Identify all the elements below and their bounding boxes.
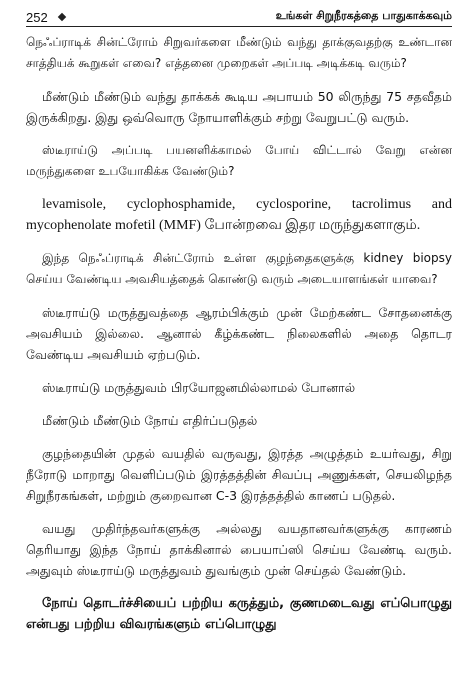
diamond-icon xyxy=(58,13,66,21)
running-title: உங்கள் சிறுநீரகத்தை பாதுகாக்கவும் xyxy=(275,8,452,22)
page-number-group xyxy=(26,7,65,26)
list-item: மீண்டும் மீண்டும் நோய் எதிர்ப்படுதல் xyxy=(42,413,258,428)
answer-paragraph: levamisole, cyclophosphamide, cyclosporine, tacrolimus and mycophenolate mofetil (MMF) போன்றவை இதர மருந்துகளாகும். xyxy=(26,197,452,233)
list-item: ஸ்டீராய்டு மருத்துவம் பிரயோஜனமில்லாமல் போனால் xyxy=(42,380,356,395)
answer-paragraph: மீண்டும் மீண்டும் வந்து தாக்கக் கூடிய அபாயம் 50 லிருந்து 75 சதவீதம் இருக்கிறது. இது ஒவ்வொரு நோயாளிக்கும் சற்று வேறுபட்டு வரும். xyxy=(26,89,452,125)
question-paragraph: நெஃப்ராடிக் சின்ட்ரோம் சிறுவர்களை மீண்டும் வந்து தாக்குவதற்கு உண்டான சாத்தியக் கூறுகள் எவை? எத்தனை முறைகள் அப்படி அடிக்கடி வரும்? xyxy=(26,35,452,70)
page-body xyxy=(26,32,452,647)
answer-paragraph: வயது முதிர்ந்தவர்களுக்கு அல்லது வயதானவர்களுக்கு காரணம் தெரியாது இந்த நோய் தாக்கினால் பையாப்ஸி செய்ய வேண்டி வரும். அதுவும் ஸ்டீராய்டு மருத்துவம் துவங்கும் முன் செய்தல் வேண்டும். xyxy=(26,521,452,578)
question-paragraph: ஸ்டீராய்டு அப்படி பயனளிக்காமல் போய் விட்டால் வேறு என்ன மருந்துகளை உபயோகிக்க வேண்டும்? xyxy=(26,143,452,178)
list-item: குழந்தையின் முதல் வயதில் வருவது, இரத்த அழுத்தம் உயர்வது, சிறு நீரோடு மாறாது வெளிப்படும் இரத்தத்தின் சிவப்பு அணுக்கள், செயலிழந்த சிறுநீரகங்கள், மற்றும் குறைவான C-3 இரத்தத்தில் காணப் படுதல். xyxy=(26,446,452,503)
page-number: 252 xyxy=(26,9,48,25)
running-header xyxy=(26,6,452,27)
answer-paragraph: ஸ்டீராய்டு மருத்துவத்தை ஆரம்பிக்கும் முன் மேற்கண்ட சோதனைக்கு அவசியம் இல்லை. ஆனால் கீழ்க்கண்ட நிலைகளில் அதை தொடர வேண்டிய அவசியம் ஏற்படும். xyxy=(26,305,452,362)
section-heading-paragraph: நோய் தொடர்ச்சியைப் பற்றிய கருத்தும், குணமடைவது எப்பொழுது என்பது பற்றிய விவரங்களும் எப்பொழுது xyxy=(26,596,452,632)
question-paragraph: இந்த நெஃப்ராடிக் சின்ட்ரோம் உள்ள குழந்தைகளுக்கு kidney biopsy செய்ய வேண்டிய அவசியத்தைக் கொண்டு வரும் அடையாளங்கள் யாவை? xyxy=(26,251,452,286)
